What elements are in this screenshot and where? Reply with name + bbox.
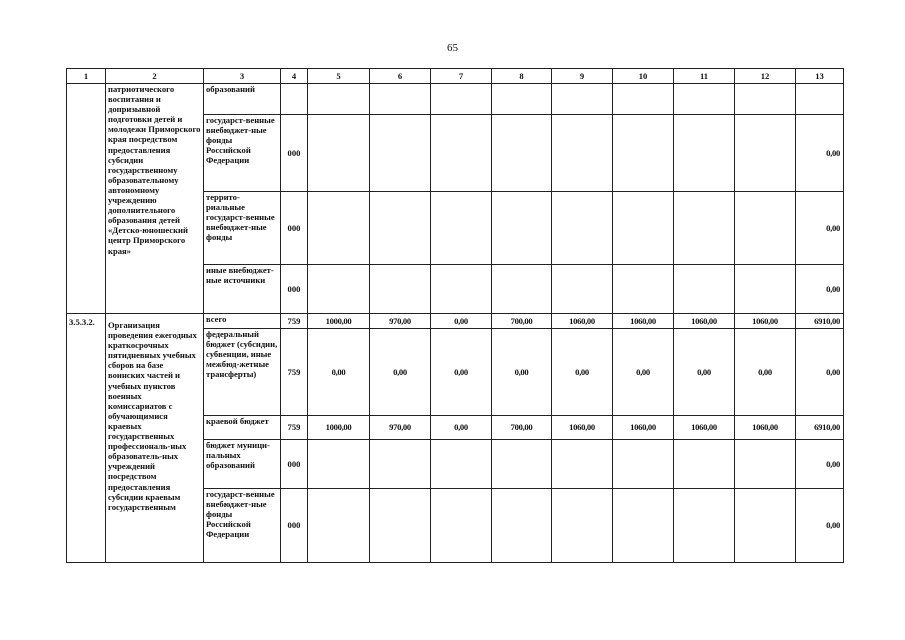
value-cell xyxy=(370,192,431,265)
value-cell xyxy=(431,115,492,192)
column-header: 9 xyxy=(552,69,613,84)
value-cell xyxy=(613,84,674,115)
value-cell xyxy=(552,440,613,489)
value-cell xyxy=(552,489,613,563)
budget-code: 000 xyxy=(281,115,308,192)
value-cell: 1060,00 xyxy=(613,314,674,329)
funding-source: краевой бюджет xyxy=(204,416,281,440)
value-cell xyxy=(308,265,370,314)
page-number: 65 xyxy=(447,42,458,54)
value-cell: 0,00 xyxy=(796,489,844,563)
budget-code: 759 xyxy=(281,329,308,416)
funding-source: образований xyxy=(204,84,281,115)
value-cell: 700,00 xyxy=(492,314,552,329)
value-cell xyxy=(370,489,431,563)
value-cell xyxy=(735,115,796,192)
value-cell xyxy=(370,265,431,314)
value-cell: 0,00 xyxy=(796,329,844,416)
value-cell: 1060,00 xyxy=(552,416,613,440)
value-cell xyxy=(308,440,370,489)
value-cell xyxy=(308,115,370,192)
value-cell xyxy=(431,265,492,314)
measure-name: патриотического воспитания и допризывной подготовки детей и молодежи Приморского края посредством предоставления субсидии государственному образовательному автономному учреждению дополнительного образования детей «Детско-юношеский центр Приморского края» xyxy=(106,84,204,314)
value-cell xyxy=(552,265,613,314)
measure-name: Организация проведения ежегодных краткосрочных пятидневных учебных сборов на базе воинских частей и учебных пунктов военных комиссариатов с обучающимися краевых государственных профессиональ-ных образователь-ных учреждений посредством предоставления субсидии краевым государственным xyxy=(106,314,204,563)
value-cell xyxy=(613,115,674,192)
value-cell xyxy=(735,440,796,489)
value-cell: 1060,00 xyxy=(674,314,735,329)
value-cell xyxy=(431,440,492,489)
budget-code: 759 xyxy=(281,416,308,440)
value-cell: 0,00 xyxy=(431,314,492,329)
value-cell xyxy=(613,489,674,563)
value-cell xyxy=(492,192,552,265)
value-cell: 0,00 xyxy=(431,329,492,416)
value-cell: 0,00 xyxy=(735,329,796,416)
funding-source: иные внебюджет-ные источники xyxy=(204,265,281,314)
value-cell xyxy=(431,84,492,115)
value-cell: 0,00 xyxy=(613,329,674,416)
value-cell xyxy=(613,440,674,489)
column-header: 12 xyxy=(735,69,796,84)
value-cell: 6910,00 xyxy=(796,314,844,329)
value-cell xyxy=(735,192,796,265)
funding-source: государст-венные внебюджет-ные фонды Российской Федерации xyxy=(204,115,281,192)
value-cell: 0,00 xyxy=(796,265,844,314)
value-cell xyxy=(674,265,735,314)
value-cell: 1000,00 xyxy=(308,416,370,440)
column-header: 3 xyxy=(204,69,281,84)
value-cell xyxy=(370,84,431,115)
budget-table xyxy=(66,68,844,563)
budget-code: 759 xyxy=(281,314,308,329)
value-cell: 1060,00 xyxy=(674,416,735,440)
value-cell: 0,00 xyxy=(552,329,613,416)
budget-code: 000 xyxy=(281,440,308,489)
value-cell xyxy=(674,489,735,563)
measure-id: 3.5.3.2. xyxy=(67,314,106,563)
value-cell xyxy=(674,192,735,265)
value-cell xyxy=(674,84,735,115)
value-cell xyxy=(552,115,613,192)
value-cell: 970,00 xyxy=(370,416,431,440)
value-cell xyxy=(492,440,552,489)
value-cell xyxy=(308,84,370,115)
value-cell: 0,00 xyxy=(431,416,492,440)
value-cell xyxy=(735,265,796,314)
value-cell xyxy=(552,84,613,115)
column-header: 1 xyxy=(67,69,106,84)
funding-source: террито-риальные государст-венные внебюджет-ные фонды xyxy=(204,192,281,265)
measure-id xyxy=(67,84,106,314)
value-cell: 700,00 xyxy=(492,416,552,440)
value-cell xyxy=(431,489,492,563)
value-cell: 0,00 xyxy=(796,192,844,265)
value-cell: 0,00 xyxy=(370,329,431,416)
value-cell: 1060,00 xyxy=(552,314,613,329)
value-cell: 0,00 xyxy=(308,329,370,416)
value-cell xyxy=(492,265,552,314)
budget-code: 000 xyxy=(281,489,308,563)
value-cell xyxy=(492,489,552,563)
column-header: 8 xyxy=(492,69,552,84)
column-header: 4 xyxy=(281,69,308,84)
value-cell: 1060,00 xyxy=(735,416,796,440)
funding-source: бюджет муници-пальных образований xyxy=(204,440,281,489)
funding-source: всего xyxy=(204,314,281,329)
budget-code: 000 xyxy=(281,265,308,314)
value-cell xyxy=(613,265,674,314)
value-cell xyxy=(674,440,735,489)
value-cell xyxy=(735,84,796,115)
value-cell: 6910,00 xyxy=(796,416,844,440)
funding-source: государст-венные внебюджет-ные фонды Российской Федерации xyxy=(204,489,281,563)
value-cell xyxy=(492,115,552,192)
column-header: 13 xyxy=(796,69,844,84)
budget-code xyxy=(281,84,308,115)
column-header: 6 xyxy=(370,69,431,84)
column-header: 11 xyxy=(674,69,735,84)
value-cell xyxy=(796,84,844,115)
value-cell xyxy=(735,489,796,563)
column-header: 10 xyxy=(613,69,674,84)
table-row xyxy=(67,84,844,115)
value-cell: 0,00 xyxy=(796,115,844,192)
header-row xyxy=(67,69,844,84)
value-cell xyxy=(431,192,492,265)
funding-source: федеральный бюджет (субсидии, субвенции, иные межбюд-жетные трансферты) xyxy=(204,329,281,416)
value-cell: 1060,00 xyxy=(735,314,796,329)
column-header: 2 xyxy=(106,69,204,84)
value-cell xyxy=(613,192,674,265)
table-row xyxy=(67,314,844,329)
value-cell: 1060,00 xyxy=(613,416,674,440)
value-cell: 0,00 xyxy=(674,329,735,416)
value-cell: 970,00 xyxy=(370,314,431,329)
value-cell xyxy=(552,192,613,265)
value-cell xyxy=(308,192,370,265)
column-header: 5 xyxy=(308,69,370,84)
column-header: 7 xyxy=(431,69,492,84)
value-cell: 1000,00 xyxy=(308,314,370,329)
value-cell xyxy=(308,489,370,563)
budget-code: 000 xyxy=(281,192,308,265)
value-cell xyxy=(370,440,431,489)
value-cell xyxy=(674,115,735,192)
value-cell: 0,00 xyxy=(796,440,844,489)
value-cell xyxy=(492,84,552,115)
value-cell: 0,00 xyxy=(492,329,552,416)
value-cell xyxy=(370,115,431,192)
